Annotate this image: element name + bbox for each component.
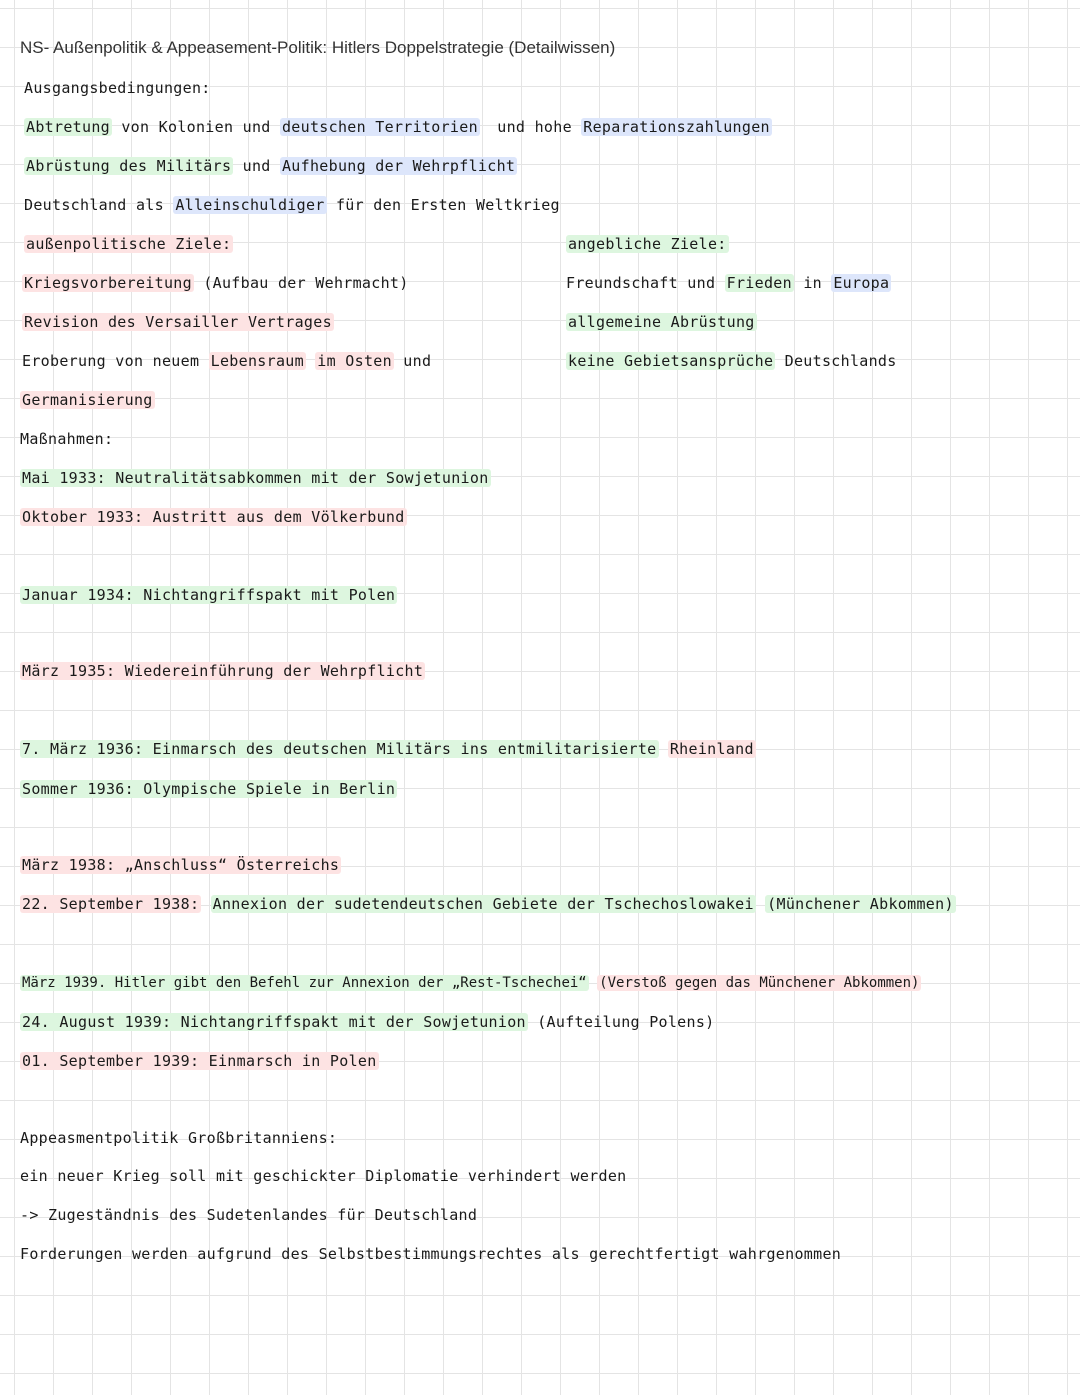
measure-1-text: Mai 1933: Neutralitätsabkommen mit der Sowjetunion <box>22 469 489 487</box>
measure-5b: Rheinland <box>669 740 754 758</box>
condition-3a: Deutschland als <box>24 196 164 214</box>
measure-9 <box>20 973 921 993</box>
measure-4-text: März 1935: Wiedereinführung der Wehrpflicht <box>22 662 424 680</box>
claimed-goal-1a: Freundschaft und <box>566 274 716 292</box>
measure-9b: (Verstoß gegen das Münchener Abkommen) <box>599 975 920 991</box>
condition-2c: Aufhebung der Wehrpflicht <box>281 157 516 175</box>
condition-1d: und hohe <box>497 118 572 136</box>
claimed-goal-3a: keine Gebietsansprüche <box>568 352 774 370</box>
claimed-goals-heading <box>566 234 729 254</box>
condition-2b: und <box>242 157 271 175</box>
measures-heading: Maßnahmen: <box>20 430 114 448</box>
condition-1a: Abtretung <box>26 118 110 136</box>
real-goal-3a: Eroberung von neuem <box>22 352 200 370</box>
measure-6 <box>20 779 397 799</box>
conditions-heading: Ausgangsbedingungen: <box>24 79 211 97</box>
condition-line-3 <box>24 195 560 215</box>
condition-line-1 <box>24 117 772 137</box>
real-goal-2-text: Revision des Versailler Vertrages <box>24 313 332 331</box>
appeasement-line-3: Forderungen werden aufgrund des Selbstbestimmungsrechtes als gerechtfertigt wahrgenommen <box>20 1245 842 1263</box>
measure-8b: Annexion der sudetendeutschen Gebiete der Tschechoslowakei <box>212 895 754 913</box>
real-goal-4-text: Germanisierung <box>22 391 153 409</box>
real-goal-3c: im Osten <box>317 352 392 370</box>
condition-3c: für den Ersten Weltkrieg <box>335 196 560 214</box>
measure-7-text: März 1938: „Anschluss“ Österreichs <box>22 856 340 874</box>
real-goal-3b: Lebensraum <box>210 352 304 370</box>
claimed-goal-3 <box>566 351 897 371</box>
claimed-goals-heading-text: angebliche Ziele: <box>568 235 727 253</box>
measure-6-text: Sommer 1936: Olympische Spiele in Berlin <box>22 780 396 798</box>
condition-line-2 <box>24 156 517 176</box>
appeasement-heading: Appeasmentpolitik Großbritanniens: <box>20 1129 338 1147</box>
claimed-goal-1 <box>566 273 891 293</box>
measure-5a: 7. März 1936: Einmarsch des deutschen Militärs ins entmilitarisierte <box>22 740 657 758</box>
appeasement-line-2: -> Zugeständnis des Sudetenlandes für Deutschland <box>20 1206 478 1224</box>
measure-10a: 24. August 1939: Nichtangriffspakt mit der Sowjetunion <box>22 1013 526 1031</box>
real-goal-1 <box>22 273 409 293</box>
measure-2 <box>20 507 407 527</box>
page-title: NS- Außenpolitik & Appeasement-Politik: Hitlers Doppelstrategie (Detailwissen) <box>20 38 616 57</box>
condition-1c: deutschen Territorien <box>281 118 478 136</box>
claimed-goal-1d: Europa <box>833 274 890 292</box>
measure-5 <box>20 739 756 759</box>
measure-11 <box>20 1051 379 1071</box>
measure-9a: März 1939. Hitler gibt den Befehl zur Annexion der „Rest-Tschechei“ <box>22 975 587 991</box>
measure-8c: (Münchener Abkommen) <box>767 895 954 913</box>
real-goal-1a: Kriegsvorbereitung <box>24 274 192 292</box>
measure-1 <box>20 468 491 488</box>
real-goals-heading <box>24 234 233 254</box>
measure-8a: 22. September 1938: <box>22 895 200 913</box>
measure-2-text: Oktober 1933: Austritt aus dem Völkerbund <box>22 508 405 526</box>
appeasement-line-1: ein neuer Krieg soll mit geschickter Diplomatie verhindert werden <box>20 1167 627 1185</box>
claimed-goal-3b: Deutschlands <box>784 352 897 370</box>
measure-3-text: Januar 1934: Nichtangriffspakt mit Polen <box>22 586 396 604</box>
real-goal-3d: und <box>403 352 432 370</box>
claimed-goal-1b: Frieden <box>726 274 792 292</box>
condition-2a: Abrüstung des Militärs <box>26 157 232 175</box>
measure-11-text: 01. September 1939: Einmarsch in Polen <box>22 1052 377 1070</box>
measure-7 <box>20 855 341 875</box>
condition-1e: Reparationszahlungen <box>583 118 770 136</box>
measure-10b: (Aufteilung Polens) <box>537 1013 715 1031</box>
condition-1b: von Kolonien und <box>121 118 271 136</box>
claimed-goal-1c: in <box>803 274 822 292</box>
real-goal-1b: (Aufbau der Wehrmacht) <box>203 274 409 292</box>
claimed-goal-2-text: allgemeine Abrüstung <box>568 313 755 331</box>
real-goal-3 <box>22 351 431 371</box>
measure-3 <box>20 585 397 605</box>
measure-8 <box>20 894 956 914</box>
real-goals-heading-text: außenpolitische Ziele: <box>26 235 232 253</box>
real-goal-4 <box>20 390 155 410</box>
claimed-goal-2 <box>566 312 757 332</box>
measure-4 <box>20 661 425 681</box>
measure-10 <box>20 1012 715 1032</box>
condition-3b: Alleinschuldiger <box>175 196 325 214</box>
real-goal-2 <box>22 312 334 332</box>
